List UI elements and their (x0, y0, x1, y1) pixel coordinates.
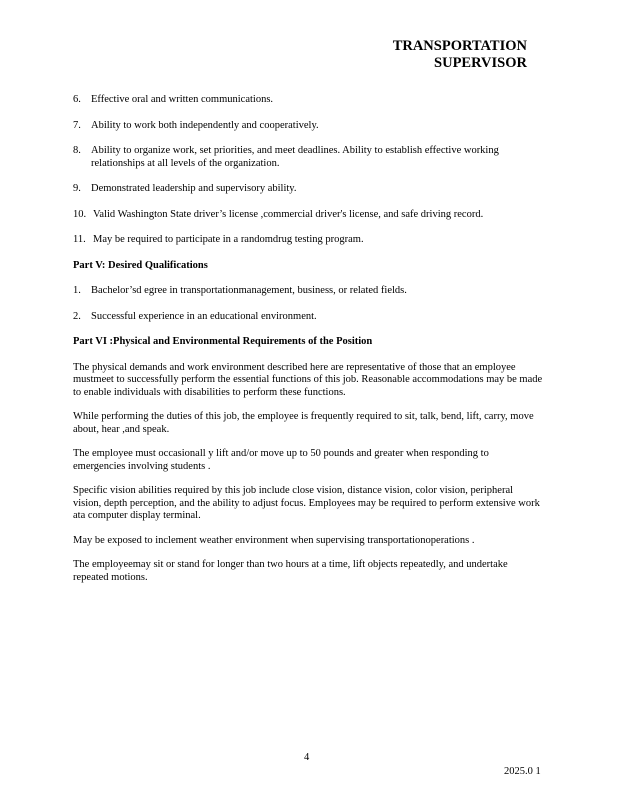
list-item (73, 209, 543, 222)
item-text: May be required to participate in a randomdrug testing program. (93, 234, 364, 245)
item-text: Valid Washington State driver’s license ,commercial driver's license, and safe driving record. (93, 208, 484, 220)
item-text: Demonstrated leadership and supervisory ability. (91, 183, 297, 194)
item-text: Ability to organize work, set priorities, and meet deadlines. Ability to establish effective working relationships at all levels of the organization. (91, 145, 499, 169)
paragraph: While performing the duties of this job, the employee is frequently required to sit, talk, bend, lift, carry, move about, hear ,and speak. (73, 411, 534, 435)
section-heading-part-vi: Part VI :Physical and Environmental Requirements of the Position (73, 336, 373, 347)
paragraph: May be exposed to inclement weather environment when supervising transportationoperations . (73, 534, 475, 546)
document-body (73, 94, 543, 596)
title-line-2: SUPERVISOR (434, 55, 527, 71)
list-item (73, 285, 543, 298)
paragraph: The physical demands and work environment described here are representative of those that an employee mustmeet to successfully perform the essential functions of this job. Reasonable accommodations may be made to enable individuals with disabilities to perform these functions. (73, 361, 543, 398)
item-number: 10. (73, 208, 87, 220)
item-number: 6. (73, 94, 81, 105)
item-text: Bachelor’sd egree in transportationmanagement, business, or related fields. (91, 285, 407, 296)
paragraph: The employeemay sit or stand for longer than two hours at a time, lift objects repeatedly, and undertake repeated motions. (73, 559, 508, 583)
item-text: Ability to work both independently and cooperatively. (91, 119, 319, 131)
item-number: 11. (73, 234, 86, 245)
list-item (73, 120, 543, 133)
list-item (73, 145, 543, 170)
item-text: Effective oral and written communications. (91, 94, 274, 105)
title-line-1: TRANSPORTATION (392, 38, 527, 54)
section-heading-part-v: Part V: Desired Qualifications (73, 259, 208, 271)
page-number: 4 (304, 752, 310, 763)
list-item (73, 183, 543, 196)
item-number: 9. (73, 183, 81, 194)
page-title (393, 38, 527, 72)
paragraph: The employee must occasionall y lift and/or move up to 50 pounds and greater when responding to emergencies involving students . (73, 448, 489, 472)
item-text: Successful experience in an educational environment. (91, 310, 317, 322)
item-number: 2. (73, 310, 81, 322)
list-item (73, 311, 543, 324)
item-number: 8. (73, 145, 81, 156)
list-item (73, 94, 543, 107)
item-number: 1. (73, 285, 81, 296)
item-number: 7. (73, 119, 81, 131)
list-item (73, 234, 543, 247)
paragraph: Specific vision abilities required by this job include close vision, distance vision, color vision, peripheral vision, depth perception, and the ability to adjust focus. Employees may be required to perform extensive work ata computer display terminal. (73, 485, 540, 521)
footer-date: 2025.0 1 (504, 766, 541, 777)
